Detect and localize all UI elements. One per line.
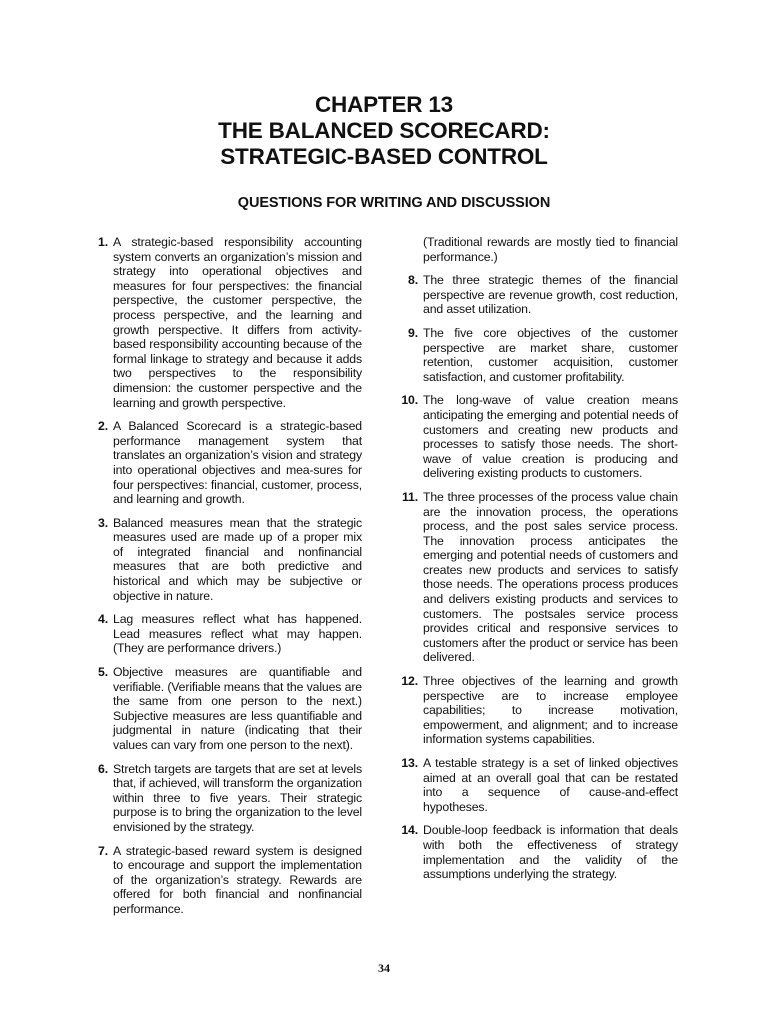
question-number: 14.: [401, 823, 418, 838]
question-5: [86, 665, 362, 753]
question-4: [86, 612, 362, 656]
question-11: [396, 490, 678, 665]
question-number: 8.: [408, 273, 418, 288]
question-answer: A testable strategy is a set of linked objectives aimed at an overall goal that can be restated into a sequence of cause-and-effect hypotheses.: [423, 756, 678, 814]
question-9: [396, 326, 678, 384]
section-heading: QUESTIONS FOR WRITING AND DISCUSSION: [237, 195, 551, 211]
question-7-continuation: (Traditional rewards are mostly tied to financial performance.): [423, 235, 678, 264]
question-number: 11.: [402, 489, 418, 504]
question-number: 5.: [98, 665, 108, 680]
question-answer: The five core objectives of the customer perspective are market share, customer retention, customer acquisition, customer satisfaction, and customer profitability.: [423, 325, 678, 384]
question-14: [396, 823, 678, 881]
question-answer: A strategic-based responsibility accounting system converts an organization’s mission and strategy into operational objectives and measures for four perspectives: the financial perspective, the customer perspective, the process perspective, and the learning and growth perspective. It differs from activity-based responsibility accounting because of the formal linkage to strategy and because it adds two perspectives to the responsibility dimension: the customer perspective and the learning and growth perspective.: [113, 235, 362, 410]
question-8: [396, 273, 678, 317]
chapter-title-line-2: STRATEGIC-BASED CONTROL: [220, 144, 548, 169]
question-number: 3.: [98, 515, 108, 530]
question-number: 10.: [401, 393, 418, 408]
question-answer: Stretch targets are targets that are set at levels that, if achieved, will transform the organization within three to five years. Their strategic purpose is to bring the organization to the level envisioned by the strategy.: [113, 761, 362, 834]
question-answer: The long-wave of value creation means anticipating the emerging and potential needs of customers and creating new products and processes to satisfy those needs. The short-wave of value creation is producing and delivering existing products to customers.: [423, 393, 678, 481]
right-column: [396, 235, 678, 891]
question-6: [86, 762, 362, 835]
question-answer: A strategic-based reward system is designed to encourage and support the implementation of the organization’s strategy. Rewards are offered for both financial and nonfinancial performance.: [113, 843, 362, 916]
question-answer: A Balanced Scorecard is a strategic-based performance management system that translates an organization’s vision and strategy into operational objectives and mea-sures for four perspectives: financial, customer, process, and learning and growth.: [113, 419, 362, 507]
question-answer: Double-loop feedback is information that deals with both the effectiveness of strategy implementation and the validity of the assumptions underlying the strategy.: [423, 823, 678, 882]
question-2: [86, 419, 362, 507]
question-answer: The three processes of the process value chain are the innovation process, the operations process, and the post sales service process. The innovation process anticipates the emerging and potential needs of customers and creates new products and services to satisfy those needs. The operations process produces and delivers existing products and services to customers. The postsales service process provides critical and responsive services to customers after the product or service has been delivered.: [423, 489, 678, 665]
question-number: 13.: [401, 756, 418, 770]
chapter-title-line-1: THE BALANCED SCORECARD:: [218, 118, 550, 143]
question-7: [86, 844, 362, 917]
question-number: 7.: [98, 843, 108, 858]
question-number: 4.: [98, 612, 108, 627]
question-answer: The three strategic themes of the financial perspective are revenue growth, cost reduction, and asset utilization.: [423, 273, 678, 317]
left-column: [86, 235, 362, 926]
page-number: 34: [378, 961, 390, 975]
question-10: [396, 393, 678, 481]
question-answer: Objective measures are quantifiable and verifiable. (Verifiable means that the values are the same from one person to the next.) Subjective measures are less quantifiable and judgmental in nature (indicating that their values can vary from one person to the next).: [113, 665, 362, 752]
question-answer: Balanced measures mean that the strategic measures used are made up of a proper mix of integrated financial and nonfinancial measures that are both predictive and historical and which may be subjective or objective in nature.: [113, 515, 362, 603]
chapter-title: [0, 92, 768, 170]
question-12: [396, 674, 678, 747]
question-number: 2.: [98, 419, 108, 434]
question-answer: Three objectives of the learning and growth perspective are to increase employee capabilities; to increase motivation, empowerment, and alignment; and to increase information systems capabilities.: [423, 674, 678, 747]
question-3: [86, 516, 362, 604]
question-1: [86, 235, 362, 410]
question-number: 9.: [408, 325, 418, 340]
question-13: [396, 756, 678, 814]
question-answer: Lag measures reflect what has happened. Lead measures reflect what may happen. (They are performance drivers.): [113, 612, 362, 656]
question-number: 6.: [98, 761, 108, 776]
chapter-number: CHAPTER 13: [314, 92, 454, 117]
question-number: 12.: [401, 674, 418, 689]
question-number: 1.: [98, 235, 108, 249]
